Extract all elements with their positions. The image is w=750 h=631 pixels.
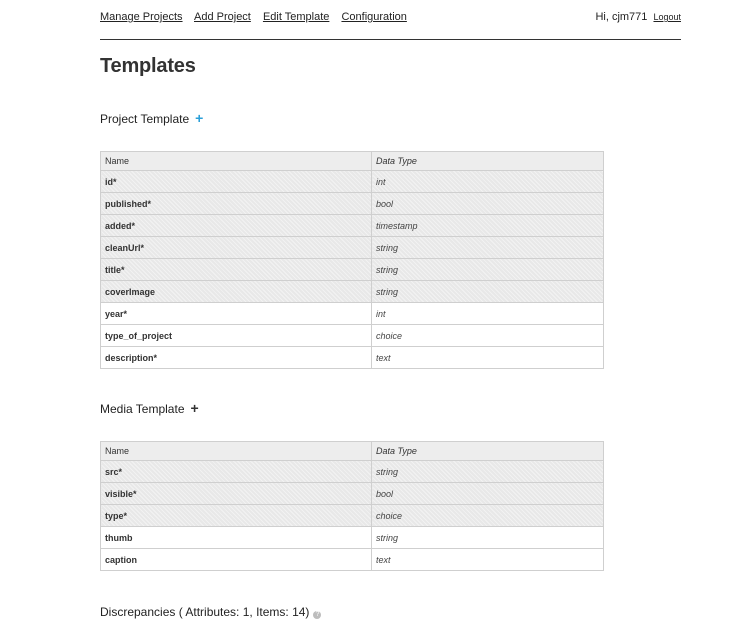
- plus-icon[interactable]: +: [190, 400, 199, 416]
- table-row[interactable]: [101, 215, 604, 237]
- table-row[interactable]: [101, 325, 604, 347]
- media-template-title: Media Template: [100, 402, 185, 416]
- field-data-type: bool: [372, 483, 604, 505]
- field-name: thumb: [101, 527, 372, 549]
- field-data-type: string: [372, 527, 604, 549]
- field-data-type: string: [372, 237, 604, 259]
- nav-edit-template[interactable]: Edit Template: [262, 11, 330, 23]
- field-data-type: string: [372, 461, 604, 483]
- project-template-rows: [101, 171, 604, 369]
- table-row[interactable]: [101, 259, 604, 281]
- field-name: id*: [101, 171, 372, 193]
- column-header-name: Name: [101, 442, 372, 461]
- user-area: [595, 11, 681, 23]
- table-row[interactable]: [101, 549, 604, 571]
- field-name: title*: [101, 259, 372, 281]
- nav-configuration[interactable]: Configuration: [341, 11, 407, 23]
- table-header-row: [101, 152, 604, 171]
- field-name: type_of_project: [101, 325, 372, 347]
- field-name: description*: [101, 347, 372, 369]
- table-row[interactable]: [101, 347, 604, 369]
- column-header-data-type: Data Type: [372, 152, 604, 171]
- plus-icon[interactable]: +: [195, 110, 204, 126]
- page-title: Templates: [100, 55, 196, 77]
- field-name: published*: [101, 193, 372, 215]
- table-row[interactable]: [101, 303, 604, 325]
- field-data-type: text: [372, 549, 604, 571]
- field-name: caption: [101, 549, 372, 571]
- media-template-rows: [101, 461, 604, 571]
- nav-add-project[interactable]: Add Project: [194, 11, 251, 23]
- field-name: visible*: [101, 483, 372, 505]
- table-row[interactable]: [101, 281, 604, 303]
- table-row[interactable]: [101, 237, 604, 259]
- field-data-type: choice: [372, 505, 604, 527]
- field-data-type: text: [372, 347, 604, 369]
- table-row[interactable]: [101, 505, 604, 527]
- field-name: type*: [101, 505, 372, 527]
- field-name: coverImage: [101, 281, 372, 303]
- discrepancies-title: Discrepancies ( Attributes: 1, Items: 14): [100, 605, 310, 619]
- media-template-table: [100, 441, 604, 571]
- field-name: added*: [101, 215, 372, 237]
- top-navigation: [100, 11, 681, 23]
- nav-manage-projects[interactable]: Manage Projects: [100, 11, 183, 23]
- column-header-name: Name: [101, 152, 372, 171]
- field-data-type: int: [372, 171, 604, 193]
- field-data-type: string: [372, 259, 604, 281]
- field-data-type: bool: [372, 193, 604, 215]
- field-data-type: int: [372, 303, 604, 325]
- project-template-heading: [100, 112, 203, 126]
- field-data-type: string: [372, 281, 604, 303]
- table-row[interactable]: [101, 461, 604, 483]
- table-row[interactable]: [101, 483, 604, 505]
- logout-link[interactable]: Logout: [653, 12, 681, 22]
- media-template-heading: [100, 402, 199, 416]
- table-row[interactable]: [101, 171, 604, 193]
- project-template-title: Project Template: [100, 112, 190, 126]
- field-name: src*: [101, 461, 372, 483]
- table-row[interactable]: [101, 193, 604, 215]
- user-greeting: Hi, cjm771: [595, 11, 648, 23]
- field-name: cleanUrl*: [101, 237, 372, 259]
- table-row[interactable]: [101, 527, 604, 549]
- header-divider: [100, 39, 681, 40]
- info-icon[interactable]: ?: [313, 611, 321, 619]
- discrepancies-heading: [100, 605, 321, 619]
- field-data-type: timestamp: [372, 215, 604, 237]
- project-template-table: [100, 151, 604, 369]
- field-data-type: choice: [372, 325, 604, 347]
- field-name: year*: [101, 303, 372, 325]
- table-header-row: [101, 442, 604, 461]
- column-header-data-type: Data Type: [372, 442, 604, 461]
